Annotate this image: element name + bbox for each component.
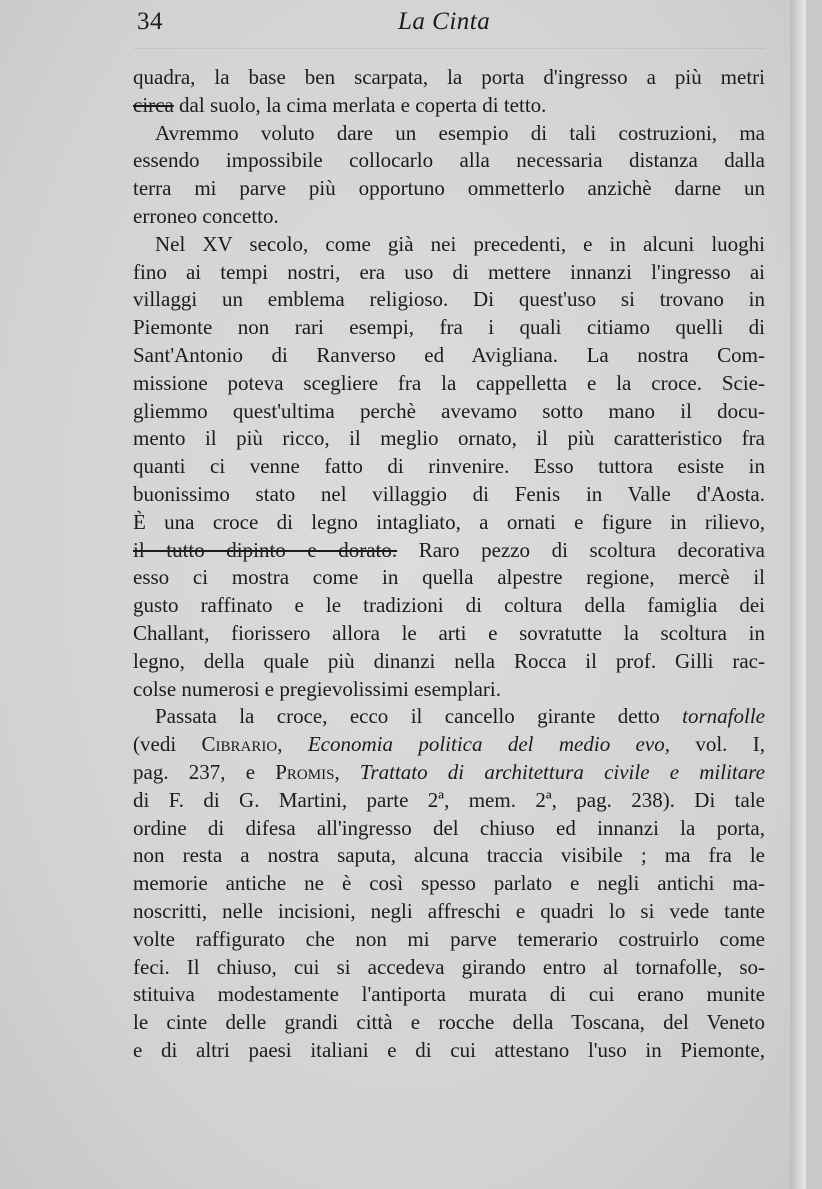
text-line: erroneo concetto. <box>133 203 279 228</box>
text-line: esso ci mostra come in quella alpestre regione, mercè il <box>133 565 765 590</box>
text-line: (vedi Cibrario, Economia politica del medio evo, vol. I, <box>133 732 766 757</box>
text-line: ordine di difesa all'ingresso del chiuso ed innanzi la porta, <box>133 815 765 840</box>
header-divider <box>133 48 765 49</box>
text-line: terra mi parve più opportuno ommetterlo anzichè darne un <box>133 176 765 201</box>
text-line: Sant'Antonio di Ranverso ed Avigliana. La nostra Com- <box>133 342 765 367</box>
text-line: buonissimo stato nel villaggio di Fenis in Valle d'Aosta. <box>133 481 765 506</box>
text-line: Nel XV secolo, come già nei precedenti, e in alcuni luoghi <box>155 231 765 256</box>
text-line: quanti ci venne fatto di rinvenire. Esso tuttora esiste in <box>133 454 765 479</box>
text-line: noscritti, nelle incisioni, negli affreschi e quadri lo si vede tante <box>133 898 765 923</box>
page-number: 34 <box>137 8 163 35</box>
text-line: gusto raffinato e le tradizioni di coltura della famiglia dei <box>133 593 765 618</box>
text-line: fino ai tempi nostri, era uso di mettere innanzi l'ingresso ai <box>133 259 765 284</box>
text-line: pag. 237, e Promis, Trattato di architettura civile e militare <box>133 759 765 784</box>
text-line: Passata la croce, ecco il cancello girante detto tornafolle <box>155 704 765 729</box>
text-line: gliemmo quest'ultima perchè avevamo sotto mano il docu- <box>133 398 765 423</box>
text-line: colse numerosi e pregievolissimi esemplari. <box>133 676 501 701</box>
text-line: Avremmo voluto dare un esempio di tali costruzioni, ma <box>155 120 765 145</box>
text-line: memorie antiche ne è così spesso parlato e negli antichi ma- <box>133 871 765 896</box>
text-line: il tutto dipinto e dorato. Raro pezzo di scoltura decorativa <box>133 537 765 562</box>
text-line: missione poteva scegliere fra la cappelletta e la croce. Scie- <box>133 370 765 395</box>
text-line: e di altri paesi italiani e di cui attestano l'uso in Piemonte, <box>133 1037 765 1062</box>
text-line: circa dal suolo, la cima merlata e coperta di tetto. <box>133 92 547 117</box>
text-line: È una croce di legno intagliato, a ornati e figure in rilievo, <box>133 509 765 534</box>
text-line: mento il più ricco, il meglio ornato, il più caratteristico fra <box>133 426 765 451</box>
page-edge <box>790 0 806 1189</box>
text-line: Piemonte non rari esempi, fra i quali citiamo quelli di <box>133 315 765 340</box>
text-line: legno, della quale più dinanzi nella Rocca il prof. Gilli rac- <box>133 648 765 673</box>
body-text <box>133 64 765 1065</box>
text-line: quadra, la base ben scarpata, la porta d'ingresso a più metri <box>133 65 765 89</box>
running-title: La Cinta <box>398 8 491 35</box>
text-line: non resta a nostra saputa, alcuna traccia visibile ; ma fra le <box>133 843 765 868</box>
text-line: di F. di G. Martini, parte 2ª, mem. 2ª, pag. 238). Di tale <box>133 787 765 812</box>
text-line: essendo impossibile collocarlo alla necessaria distanza dalla <box>133 148 765 173</box>
text-line: le cinte delle grandi città e rocche della Toscana, del Veneto <box>133 1010 765 1035</box>
text-line: stituiva modestamente l'antiporta murata di cui erano munite <box>133 982 765 1007</box>
text-line: volte raffigurato che non mi parve temerario costruirlo come <box>133 926 765 951</box>
text-line: feci. Il chiuso, cui si accedeva girando entro al tornafolle, so- <box>133 954 765 979</box>
text-line: villaggi un emblema religioso. Di quest'uso si trovano in <box>133 287 765 312</box>
text-line: Challant, fiorissero allora le arti e sovratutte la scoltura in <box>133 620 765 645</box>
struck-text: il tutto dipinto e dorato. <box>133 537 398 562</box>
struck-text: circa <box>133 92 174 117</box>
